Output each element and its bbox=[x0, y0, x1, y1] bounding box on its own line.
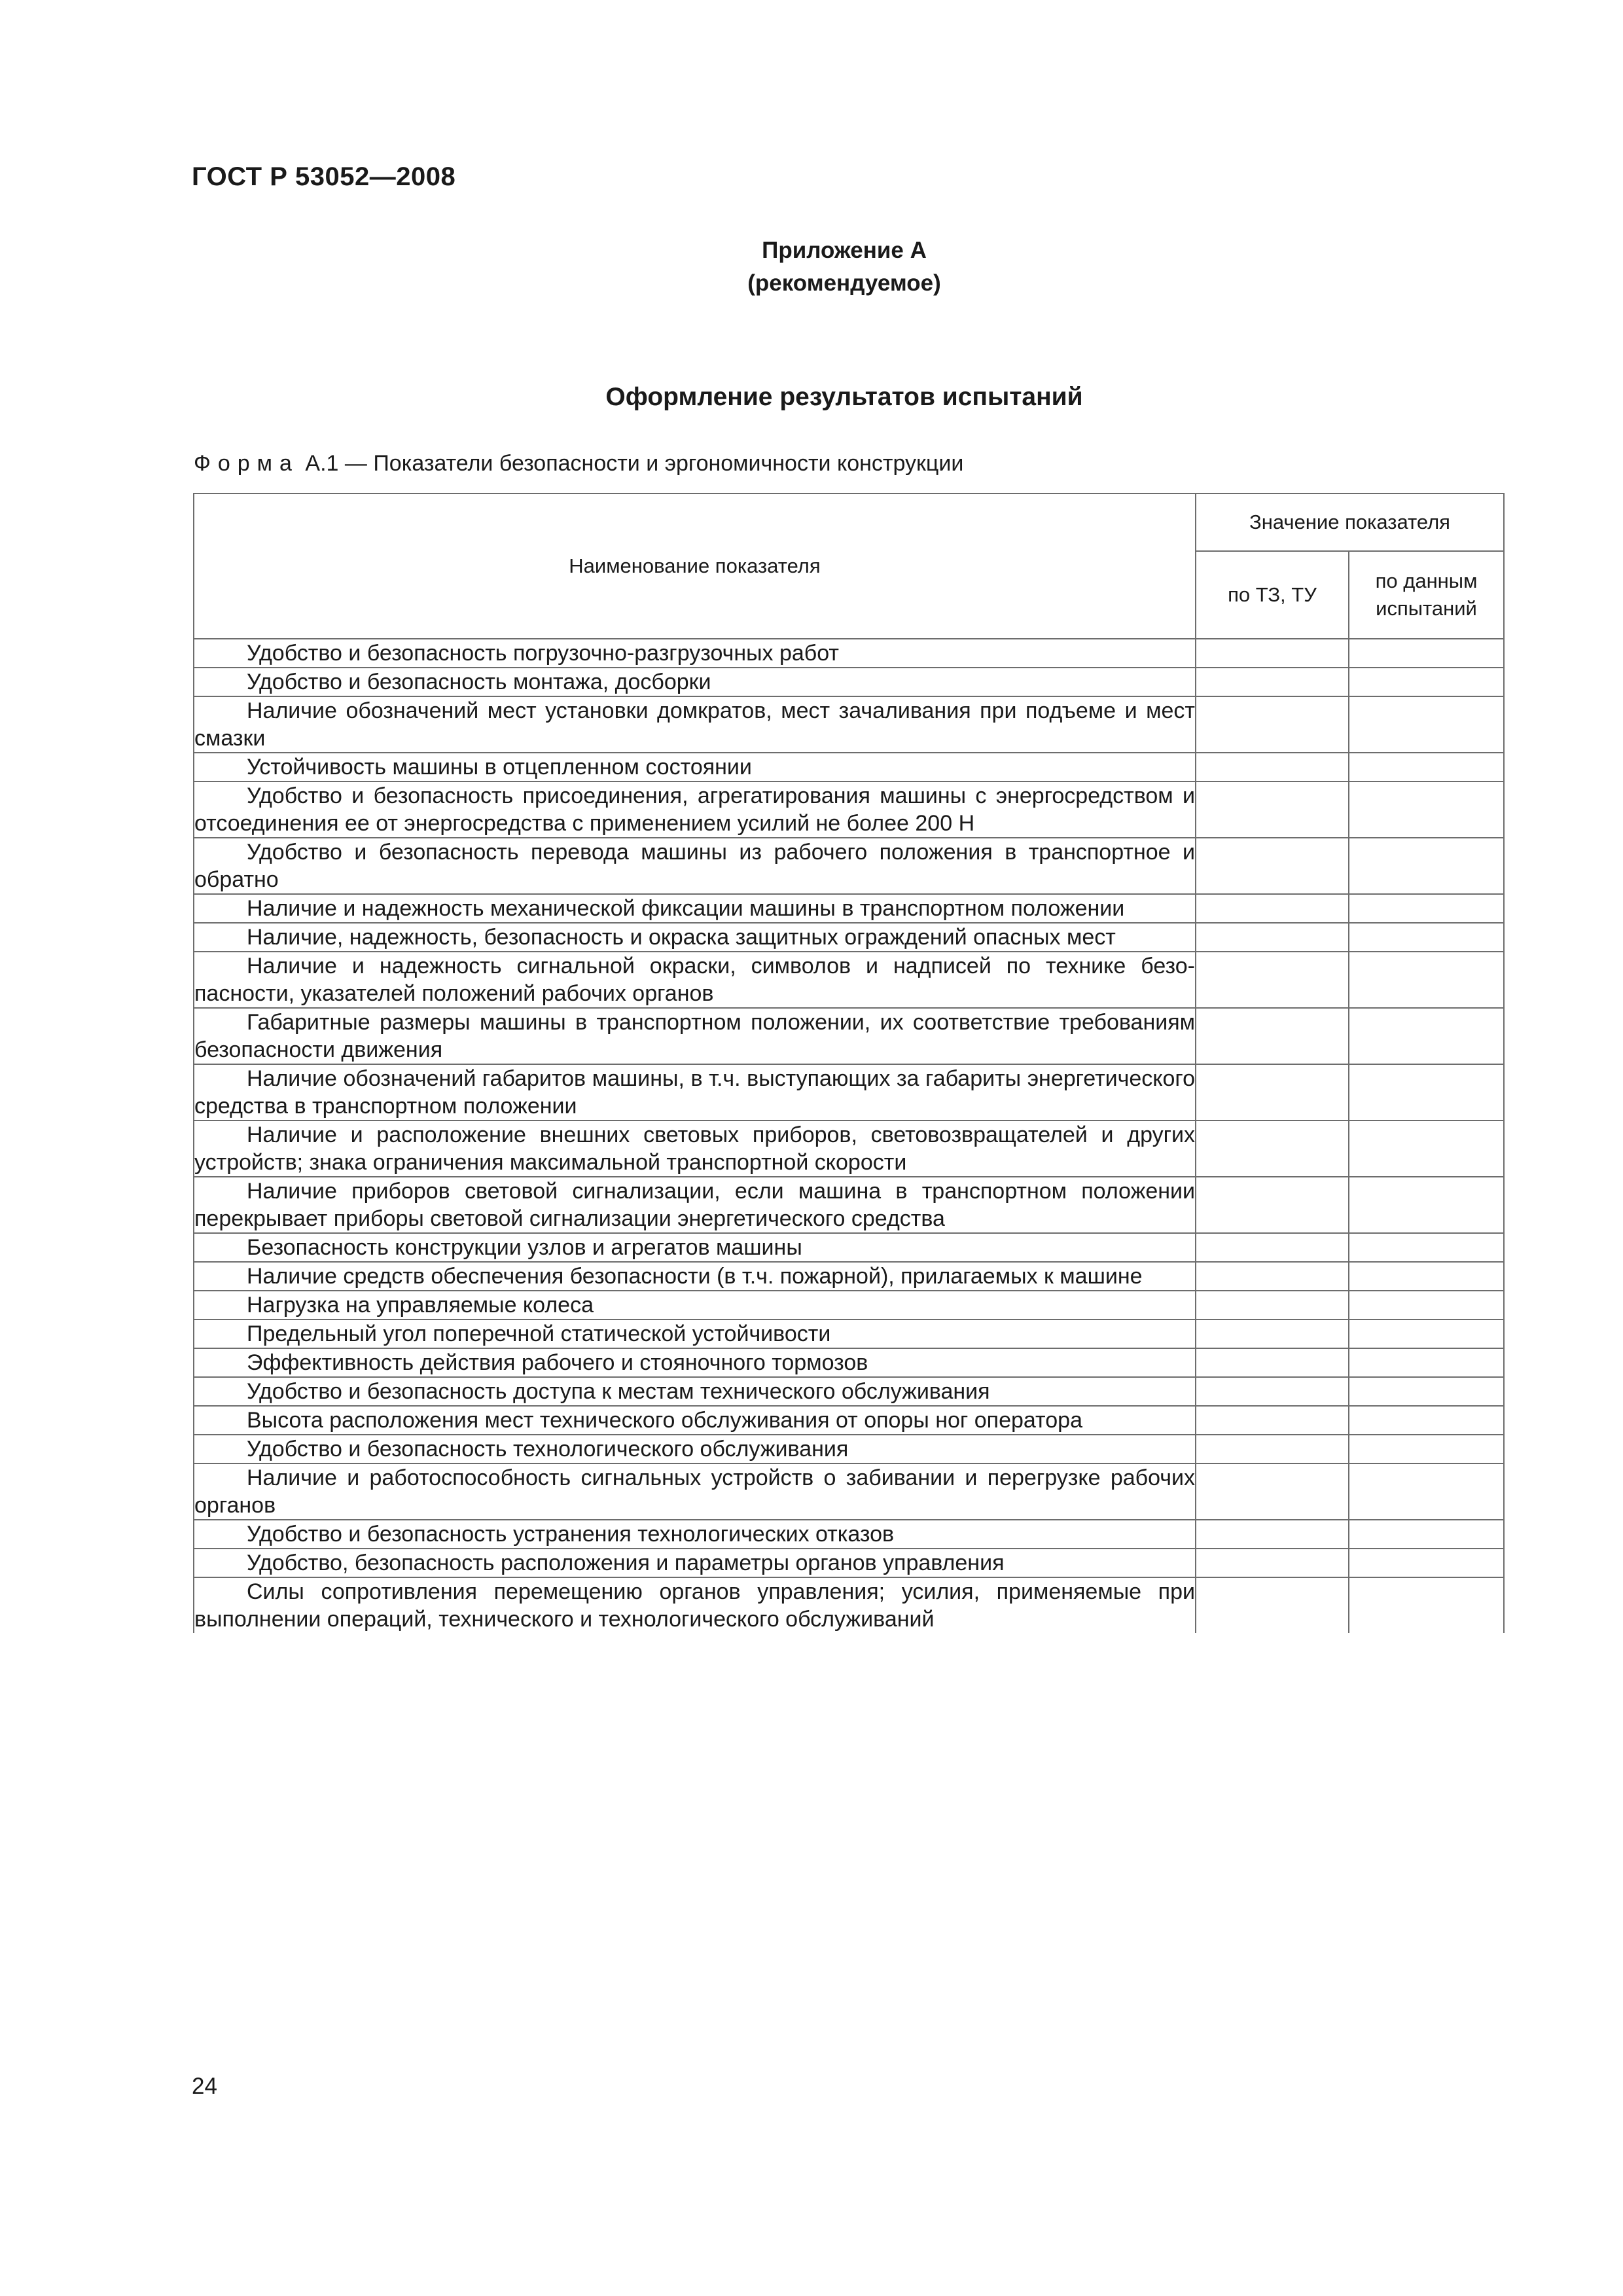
value-test-cell[interactable] bbox=[1349, 639, 1504, 668]
value-test-cell[interactable] bbox=[1349, 1377, 1504, 1406]
indicator-name-cell: Наличие и надежность механической фиксации машины в транспортном положении bbox=[194, 894, 1196, 923]
indicator-name-cell: Устойчивость машины в отцепленном состоянии bbox=[194, 753, 1196, 781]
table-row bbox=[194, 1121, 1504, 1177]
indicator-name-cell: Предельный угол поперечной статической устойчивости bbox=[194, 1319, 1196, 1348]
value-tz-cell[interactable] bbox=[1196, 838, 1349, 894]
table-row bbox=[194, 923, 1504, 952]
value-test-cell[interactable] bbox=[1349, 1577, 1504, 1633]
value-test-cell[interactable] bbox=[1349, 1435, 1504, 1463]
table-row bbox=[194, 753, 1504, 781]
appendix-title: Приложение А bbox=[762, 238, 927, 263]
appendix-status: (рекомендуемое) bbox=[747, 270, 941, 296]
table-row bbox=[194, 1177, 1504, 1233]
indicator-name-cell: Удобство и безопасность перевода машины из рабочего положения в транспортное и обратно bbox=[194, 838, 1196, 894]
value-test-cell[interactable] bbox=[1349, 838, 1504, 894]
indicator-name-cell: Наличие средств обеспечения безопасности (в т.ч. пожарной), прилагаемых к машине bbox=[194, 1262, 1196, 1291]
table-body bbox=[194, 639, 1504, 1633]
indicator-name-cell: Удобство и безопасность доступа к местам технического обслуживания bbox=[194, 1377, 1196, 1406]
value-tz-cell[interactable] bbox=[1196, 639, 1349, 668]
value-tz-cell[interactable] bbox=[1196, 952, 1349, 1008]
indicator-name-cell: Удобство и безопасность монтажа, досборки bbox=[194, 668, 1196, 696]
value-tz-cell[interactable] bbox=[1196, 1319, 1349, 1348]
value-tz-cell[interactable] bbox=[1196, 753, 1349, 781]
indicator-name-cell: Удобство, безопасность расположения и параметры органов управления bbox=[194, 1549, 1196, 1577]
form-caption-text: — Показатели безопасности и эргономичности конструкции bbox=[344, 451, 964, 476]
table-row bbox=[194, 696, 1504, 753]
value-tz-cell[interactable] bbox=[1196, 668, 1349, 696]
value-tz-cell[interactable] bbox=[1196, 1064, 1349, 1121]
value-test-cell[interactable] bbox=[1349, 753, 1504, 781]
value-tz-cell[interactable] bbox=[1196, 1549, 1349, 1577]
table-row bbox=[194, 668, 1504, 696]
value-tz-cell[interactable] bbox=[1196, 1463, 1349, 1520]
indicator-name-cell: Эффективность действия рабочего и стояночного тормозов bbox=[194, 1348, 1196, 1377]
value-test-cell[interactable] bbox=[1349, 1520, 1504, 1549]
indicator-name-cell: Удобство и безопасность присоединения, агрегатирования машины с энергосредством и отсоединения ее от энергосредства с применением усилий не более 200 Н bbox=[194, 781, 1196, 838]
table-row bbox=[194, 894, 1504, 923]
value-tz-cell[interactable] bbox=[1196, 696, 1349, 753]
value-test-cell[interactable] bbox=[1349, 696, 1504, 753]
value-tz-cell[interactable] bbox=[1196, 1435, 1349, 1463]
value-test-cell[interactable] bbox=[1349, 952, 1504, 1008]
table-row bbox=[194, 1435, 1504, 1463]
value-tz-cell[interactable] bbox=[1196, 1177, 1349, 1233]
table-row bbox=[194, 639, 1504, 668]
table-row bbox=[194, 1549, 1504, 1577]
value-test-cell[interactable] bbox=[1349, 894, 1504, 923]
value-tz-cell[interactable] bbox=[1196, 923, 1349, 952]
column-header-name: Наименование показателя bbox=[194, 493, 1196, 639]
value-tz-cell[interactable] bbox=[1196, 1377, 1349, 1406]
value-test-cell[interactable] bbox=[1349, 1262, 1504, 1291]
indicator-name-cell: Габаритные размеры машины в транспортном положении, их соответствие требованиям безопасности движения bbox=[194, 1008, 1196, 1064]
value-test-cell[interactable] bbox=[1349, 1406, 1504, 1435]
indicator-name-cell: Силы сопротивления перемещению органов управления; усилия, применяемые при выполнении операций, технического и технологического обслуживаний bbox=[194, 1577, 1196, 1633]
indicator-name-cell: Наличие обозначений габаритов машины, в т.ч. выступающих за габариты энергетического средства в транспортном положении bbox=[194, 1064, 1196, 1121]
value-tz-cell[interactable] bbox=[1196, 1262, 1349, 1291]
table-row bbox=[194, 1520, 1504, 1549]
indicator-name-cell: Наличие и работоспособность сигнальных устройств о забивании и перегрузке рабочих органов bbox=[194, 1463, 1196, 1520]
column-header-tz: по ТЗ, ТУ bbox=[1196, 551, 1349, 639]
value-test-cell[interactable] bbox=[1349, 1233, 1504, 1262]
value-tz-cell[interactable] bbox=[1196, 1121, 1349, 1177]
table-row bbox=[194, 1319, 1504, 1348]
indicators-table bbox=[193, 493, 1505, 1633]
indicator-name-cell: Удобство и безопасность технологического обслуживания bbox=[194, 1435, 1196, 1463]
value-tz-cell[interactable] bbox=[1196, 1520, 1349, 1549]
value-test-cell[interactable] bbox=[1349, 1064, 1504, 1121]
value-tz-cell[interactable] bbox=[1196, 781, 1349, 838]
indicator-name-cell: Наличие приборов световой сигнализации, если машина в транспортном положении перекрывает приборы световой сигнализации энергетического средства bbox=[194, 1177, 1196, 1233]
indicator-name-cell: Наличие и расположение внешних световых приборов, световозвращателей и других устройств; знака ограничения максимальной транспортной скорости bbox=[194, 1121, 1196, 1177]
table-row bbox=[194, 1064, 1504, 1121]
form-label: Форма bbox=[194, 451, 299, 476]
value-test-cell[interactable] bbox=[1349, 781, 1504, 838]
indicator-name-cell: Нагрузка на управляемые колеса bbox=[194, 1291, 1196, 1319]
table-row bbox=[194, 1406, 1504, 1435]
value-test-cell[interactable] bbox=[1349, 1549, 1504, 1577]
indicator-name-cell: Наличие обозначений мест установки домкратов, мест зачаливания при подъеме и мест смазки bbox=[194, 696, 1196, 753]
table-row bbox=[194, 1348, 1504, 1377]
value-tz-cell[interactable] bbox=[1196, 894, 1349, 923]
section-title: Оформление результатов испытаний bbox=[605, 383, 1083, 411]
column-header-value-group: Значение показателя bbox=[1196, 493, 1504, 551]
table-row bbox=[194, 1377, 1504, 1406]
table-row bbox=[194, 1262, 1504, 1291]
indicator-name-cell: Наличие, надежность, безопасность и окраска защитных ограждений опасных мест bbox=[194, 923, 1196, 952]
value-test-cell[interactable] bbox=[1349, 1463, 1504, 1520]
value-test-cell[interactable] bbox=[1349, 923, 1504, 952]
value-test-cell[interactable] bbox=[1349, 1121, 1504, 1177]
indicator-name-cell: Высота расположения мест технического обслуживания от опоры ног оператора bbox=[194, 1406, 1196, 1435]
indicator-name-cell: Удобство и безопасность погрузочно-разгрузочных работ bbox=[194, 639, 1196, 668]
form-caption bbox=[194, 451, 963, 476]
page-number: 24 bbox=[192, 2073, 217, 2099]
table-row bbox=[194, 1233, 1504, 1262]
form-number: А.1 bbox=[305, 451, 339, 476]
value-test-cell[interactable] bbox=[1349, 1177, 1504, 1233]
standard-code: ГОСТ Р 53052—2008 bbox=[192, 162, 456, 191]
value-tz-cell[interactable] bbox=[1196, 1406, 1349, 1435]
table-row bbox=[194, 1577, 1504, 1633]
indicator-name-cell: Наличие и надежность сигнальной окраски, символов и надписей по технике безопасности, указателей положений рабочих органов bbox=[194, 952, 1196, 1008]
value-test-cell[interactable] bbox=[1349, 1319, 1504, 1348]
value-tz-cell[interactable] bbox=[1196, 1291, 1349, 1319]
value-tz-cell[interactable] bbox=[1196, 1008, 1349, 1064]
table-row bbox=[194, 1008, 1504, 1064]
value-test-cell[interactable] bbox=[1349, 1291, 1504, 1319]
value-tz-cell[interactable] bbox=[1196, 1233, 1349, 1262]
value-test-cell[interactable] bbox=[1349, 1348, 1504, 1377]
table-row bbox=[194, 1291, 1504, 1319]
table-row bbox=[194, 781, 1504, 838]
value-test-cell[interactable] bbox=[1349, 668, 1504, 696]
appendix-heading bbox=[0, 234, 1623, 300]
value-test-cell[interactable] bbox=[1349, 1008, 1504, 1064]
value-tz-cell[interactable] bbox=[1196, 1348, 1349, 1377]
indicator-name-cell: Безопасность конструкции узлов и агрегатов машины bbox=[194, 1233, 1196, 1262]
table-row bbox=[194, 952, 1504, 1008]
indicator-name-cell: Удобство и безопасность устранения технологических отказов bbox=[194, 1520, 1196, 1549]
table-row bbox=[194, 838, 1504, 894]
value-tz-cell[interactable] bbox=[1196, 1577, 1349, 1633]
table-row bbox=[194, 1463, 1504, 1520]
column-header-test: по данным испытаний bbox=[1349, 551, 1504, 639]
